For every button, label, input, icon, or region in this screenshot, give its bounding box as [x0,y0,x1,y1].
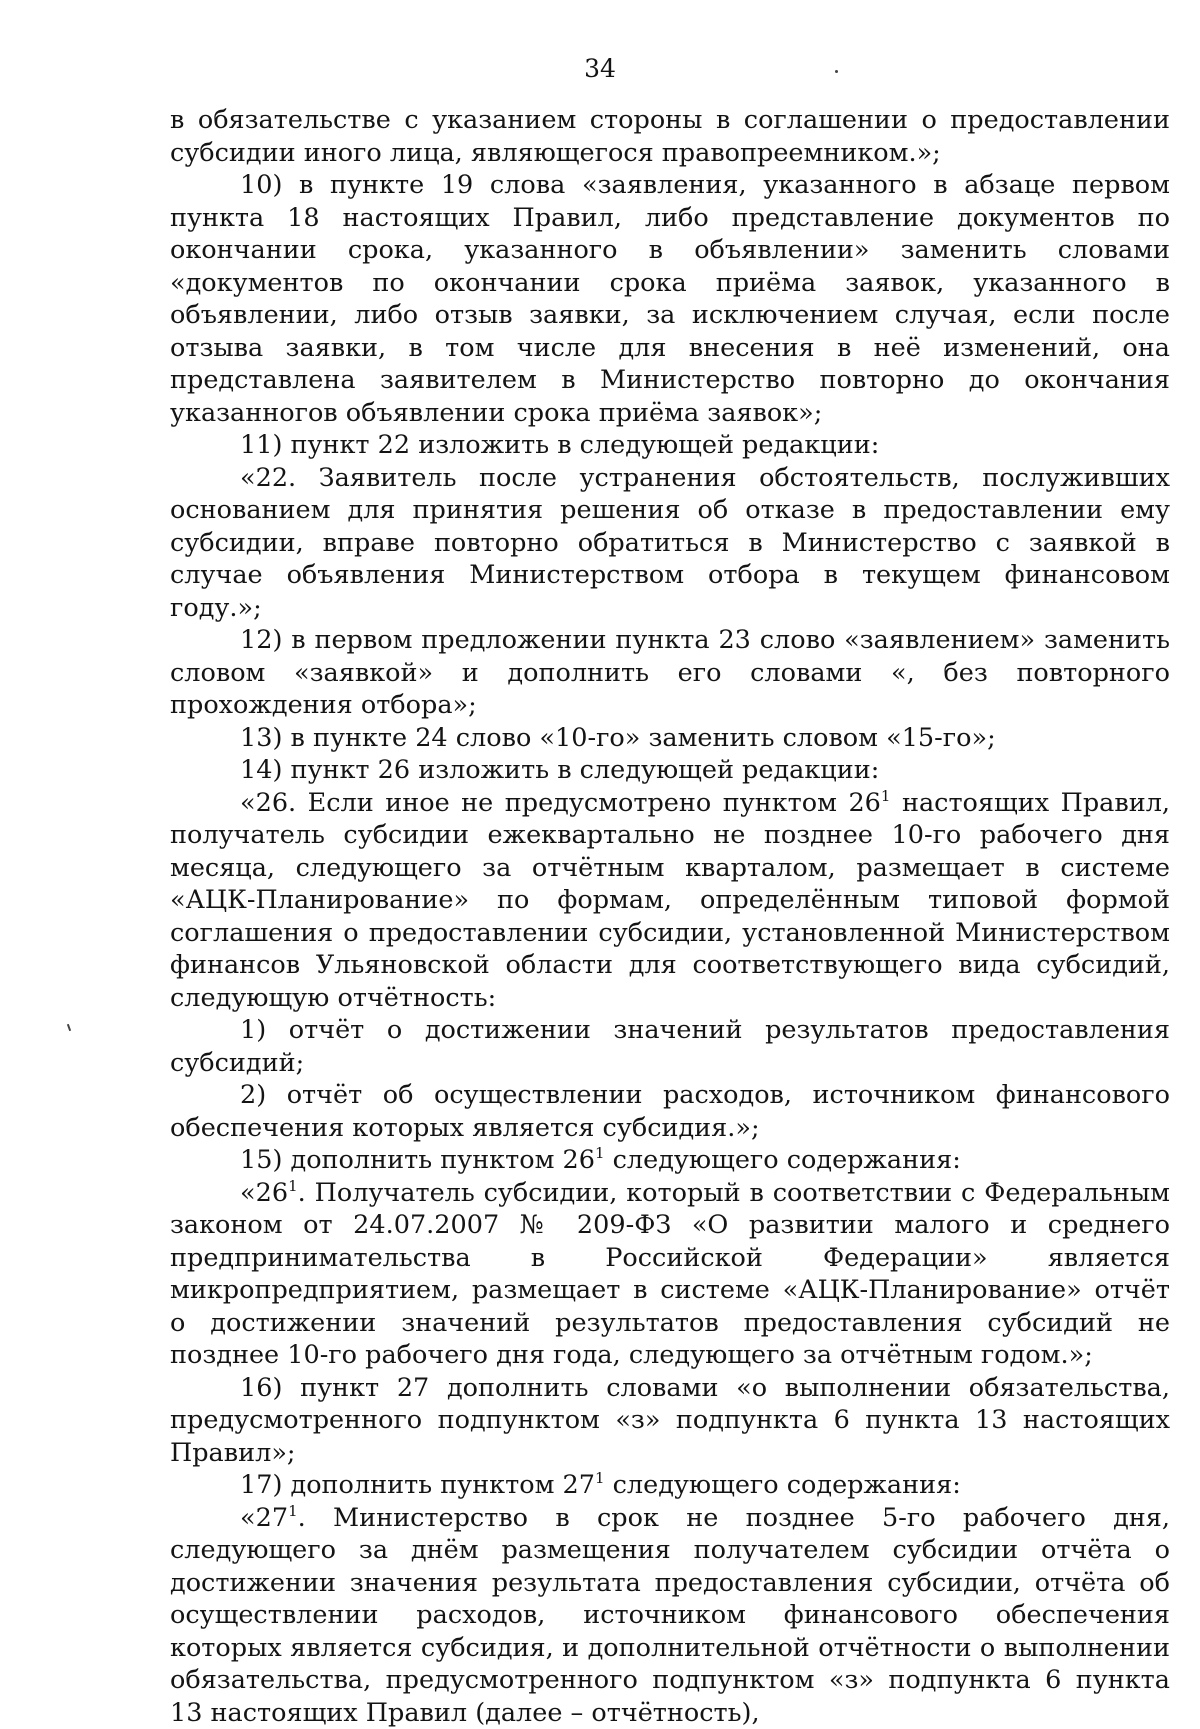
superscript: 1 [881,787,891,805]
paragraph: 11) пункт 22 изложить в следующей редакции: [170,429,1170,462]
text-span: следующего содержания: [605,1145,961,1175]
superscript: 1 [595,1144,605,1162]
paragraph [170,1144,1170,1177]
paragraph: 16) пункт 27 дополнить словами «о выполнении обязательства, предусмотренного подпунктом «з» подпункта 6 пункта 13 настоящих Правил»; [170,1372,1170,1470]
paragraph: 14) пункт 26 изложить в следующей редакции: [170,754,1170,787]
text-span: . Получатель субсидии, который в соответствии с Федеральным законом от 24.07.2007 № 209-ФЗ «О развитии малого и среднего предпринимательства в Российской Федерации» является микропредприятием, размещает в системе «АЦК-Планирование» отчёт о достижении значений результатов предоставления субсидий не позднее 10-го рабочего дня года, следующего за отчётным годом.»; [170,1178,1170,1371]
paragraph: 1) отчёт о достижении значений результатов предоставления субсидий; [170,1014,1170,1079]
paragraph [170,1469,1170,1502]
text-span: 15) дополнить пунктом 26 [240,1145,595,1175]
text-span: «26. Если иное не предусмотрено пунктом 26 [240,788,881,818]
scan-speck [835,70,838,73]
text-span: следующего содержания: [605,1470,961,1500]
paragraph [170,1502,1170,1729]
paragraph: 10) в пункте 19 слова «заявления, указанного в абзаце первом пункта 18 настоящих Правил, либо представление документов по окончании срока, указанного в объявлении» заменить словами «документов по окончании срока приёма заявок, указанного в объявлении, либо отзыв заявки, за исключением случая, если после отзыва заявки, в том числе для внесения в неё изменений, она представлена заявителем в Министерство повторно до окончания указанногов объявлении срока приёма заявок»; [170,169,1170,429]
paragraph [170,1177,1170,1372]
paragraph: 2) отчёт об осуществлении расходов, источником финансового обеспечения которых является субсидия.»; [170,1079,1170,1144]
paragraph: 13) в пункте 24 слово «10-го» заменить словом «15-го»; [170,722,1170,755]
document-body [170,104,1170,1729]
superscript: 1 [288,1502,298,1520]
text-span: «27 [240,1503,288,1533]
paragraph: в обязательстве с указанием стороны в соглашении о предоставлении субсидии иного лица, являющегося правопреемником.»; [170,104,1170,169]
text-span: 17) дополнить пунктом 27 [240,1470,595,1500]
paragraph [170,787,1170,1015]
page-number: 34 [0,54,1200,83]
superscript: 1 [288,1177,298,1195]
paragraph: 12) в первом предложении пункта 23 слово «заявлением» заменить словом «заявкой» и дополнить его словами «, без повторного прохождения отбора»; [170,624,1170,722]
text-span: «26 [240,1178,288,1208]
text-span: . Министерство в срок не позднее 5-го рабочего дня, следующего за днём размещения получателем субсидии отчёта о достижении значения результата предоставления субсидии, отчёта об осуществлении расходов, источником финансового обеспечения которых является субсидия, и дополнительной отчётности о выполнении обязательства, предусмотренного подпунктом «з» подпункта 6 пункта 13 настоящих Правил (далее – отчётность), [170,1503,1170,1728]
scan-speck [67,1024,71,1031]
text-span: настоящих Правил, получатель субсидии ежеквартально не позднее 10-го рабочего дня месяца, следующего за отчётным кварталом, размещает в системе «АЦК-Планирование» по формам, определённым типовой формой соглашения о предоставлении субсидии, установленной Министерством финансов Ульяновской области для соответствующего вида субсидий, следующую отчётность: [170,788,1170,1013]
superscript: 1 [595,1469,605,1487]
paragraph: «22. Заявитель после устранения обстоятельств, послуживших основанием для принятия решения об отказе в предоставлении ему субсидии, вправе повторно обратиться в Министерство с заявкой в случае объявления Министерством отбора в текущем финансовом году.»; [170,462,1170,625]
